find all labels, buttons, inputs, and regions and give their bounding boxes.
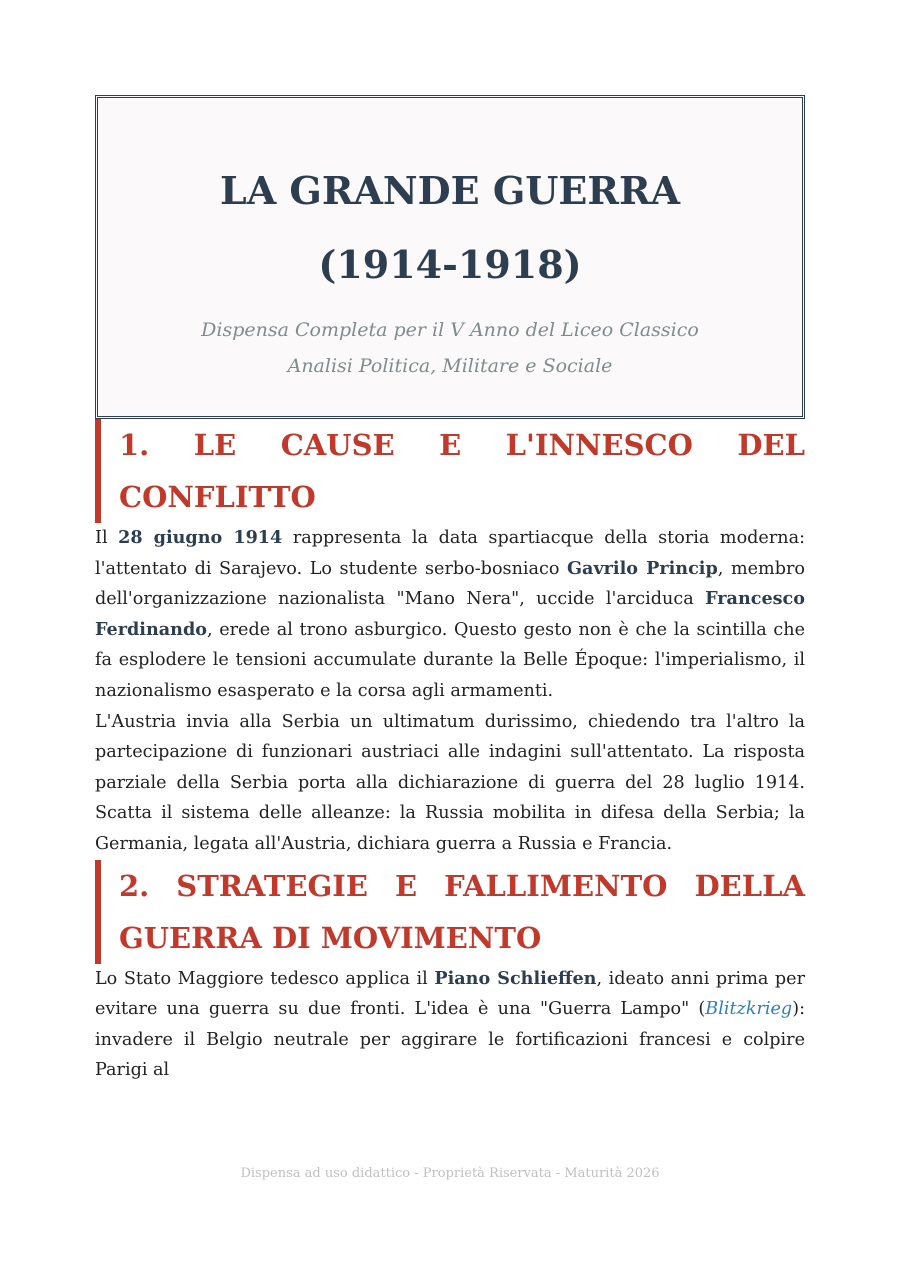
document-subtitle: Dispensa Completa per il V Anno del Liceo Classico xyxy=(201,319,699,341)
document-page xyxy=(95,95,805,1086)
page-footer: Dispensa ad uso didattico - Proprietà Riservata - Maturità 2026 xyxy=(240,1166,660,1181)
document-subtitle-secondary: Analisi Politica, Militare e Sociale xyxy=(287,355,613,377)
document-title: LA GRANDE GUERRA xyxy=(219,168,681,213)
paragraph-ultimatum: L'Austria invia alla Serbia un ultimatum durissimo, chiedendo tra l'altro la partecipazione di funzionari austriaci alle indagini sull'attentato. La risposta parziale della Serbia porta alla dichiarazione di guerra del 28 luglio 1914. Scatta il sistema delle alleanze: la Russia mobilita in difesa della Serbia; la Germania, legata all'Austria, dichiara guerra a Russia e Francia. xyxy=(95,711,805,854)
subtitle-block xyxy=(98,312,802,384)
paragraph-schlieffen: Lo Stato Maggiore tedesco applica il Piano Schlieffen, ideato anni prima per evitare una guerra su due fronti. L'idea è una "Guerra Lampo" (Blitzkrieg): invadere il Belgio neutrale per aggirare le fortificazioni francesi e colpire Parigi al xyxy=(95,967,805,1081)
document-title-years: (1914-1918) xyxy=(318,242,582,287)
section-heading-strategies: 2. STRATEGIE E FALLIMENTO DELLA GUERRA DI MOVIMENTO xyxy=(95,860,805,964)
paragraph-sarajevo: Il 28 giugno 1914 rappresenta la data spartiacque della storia moderna: l'attentato di Sarajevo. Lo studente serbo-bosniaco Gavrilo Princip, membro dell'organizzazione nazionalista "Mano Nera", uccide l'arciduca Francesco Ferdinando, erede al trono asburgico. Questo gesto non è che la scintilla che fa esplodere le tensioni accumulate durante la Belle Époque: l'imperialismo, il nazionalismo esasperato e la corsa agli armamenti. xyxy=(95,527,805,701)
date-highlight: 28 giugno 1914 xyxy=(118,527,283,548)
name-highlight-ferdinando: Francesco Ferdinando xyxy=(95,588,805,640)
title-box xyxy=(95,95,805,419)
term-highlight-blitzkrieg: Blitzkrieg xyxy=(705,999,793,1020)
name-highlight-princip: Gavrilo Princip xyxy=(567,557,718,579)
term-highlight-schlieffen: Piano Schlieffen xyxy=(434,967,597,989)
section-heading-causes: 1. LE CAUSE E L'INNESCO DEL CONFLITTO xyxy=(95,419,805,523)
